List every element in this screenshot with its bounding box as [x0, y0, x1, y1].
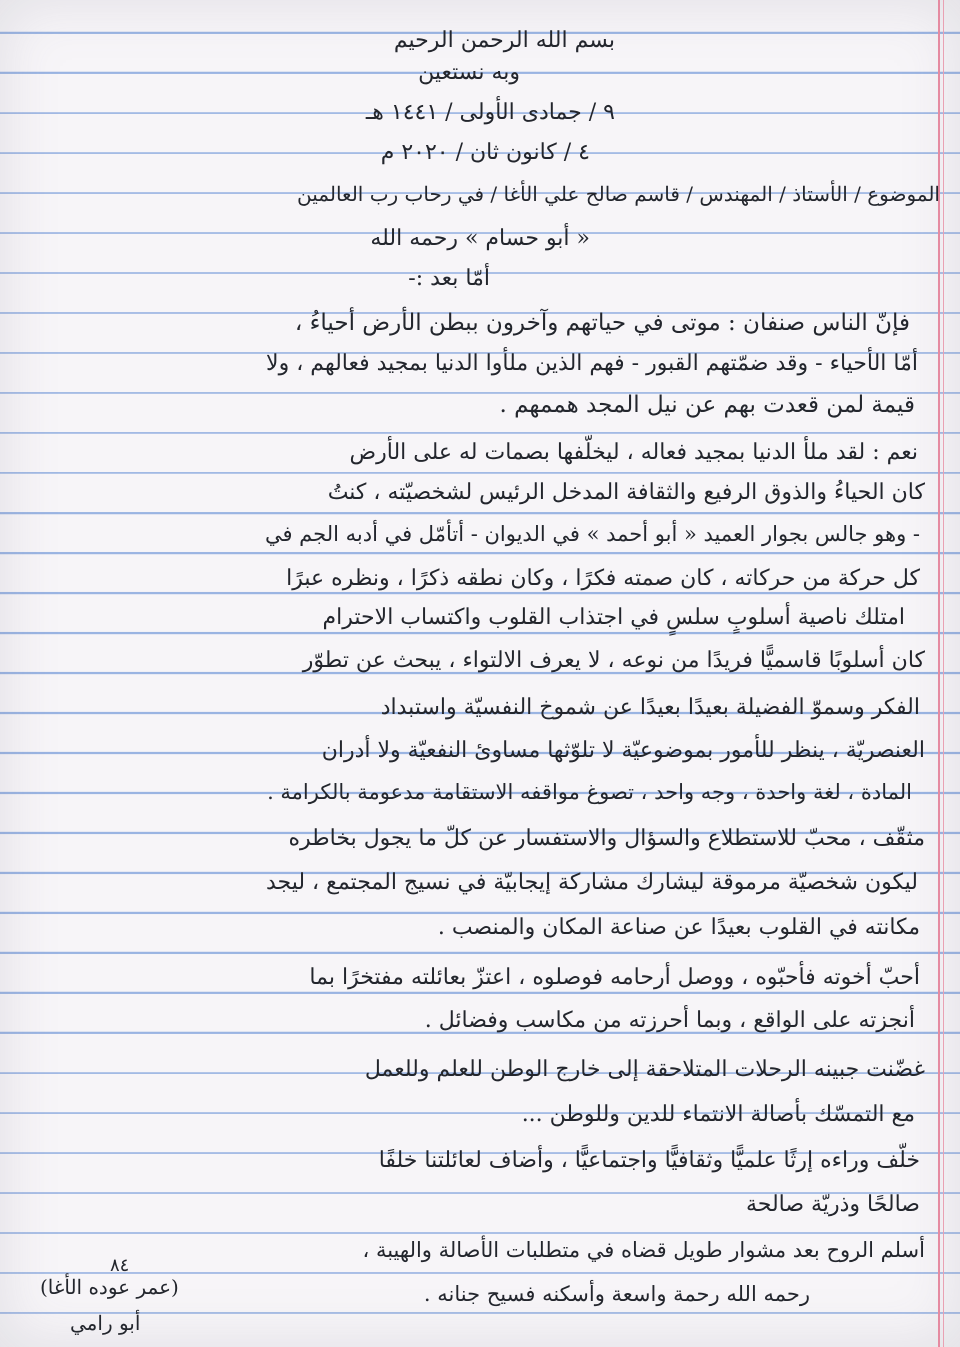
- body-line: رحمه الله رحمة واسعة وأسكنه فسيح جنانه .: [423, 1282, 810, 1306]
- body-line: مكانته في القلوب بعيدًا عن صناعة المكان والمنصب .: [437, 915, 920, 940]
- signature-name: (عمر عوده الأغا): [40, 1275, 179, 1299]
- body-line: مثقّف ، محبّ للاستطلاع والسؤال والاستفسار عن كلّ ما يجول بخاطره: [288, 826, 925, 851]
- body-line: كان أسلوبًا قاسميًّا فريدًا من نوعه ، لا يعرف الالتواء ، يبحث عن تطوّر: [302, 648, 925, 673]
- basmala: بسم الله الرحمن الرحيم: [393, 28, 615, 53]
- kunya-line: « أبو حسام » رحمه الله: [370, 226, 590, 251]
- body-line: فإنّ الناس صنفان : موتى في حياتهم وآخرون ببطن الأرض أحياءُ ،: [294, 310, 910, 336]
- body-line: الفكر وسموّ الفضيلة بعيدًا بعيدًا عن شموخ النفسيّة واستبداد: [380, 695, 920, 720]
- signature-block: [30, 1255, 179, 1345]
- body-line: أمّا الأحياء - وقد ضمّتهم القبور - فهم الذين ملأوا الدنيا بمجيد فعالهم ، ولا: [266, 351, 918, 376]
- body-line: قيمة لمن قعدت بهم عن نيل المجد هممهم .: [499, 392, 915, 418]
- opening-phrase: أمّا بعد :-: [408, 266, 490, 291]
- body-line: نعم : لقد ملأ الدنيا بمجيد فعاله ، ليخلّفها بصمات له على الأرض: [349, 440, 918, 465]
- margin-line-secondary: [943, 0, 944, 1347]
- body-line: غضّنت جبينه الرحلات المتلاحقة إلى خارج الوطن للعلم وللعمل: [364, 1057, 925, 1082]
- signature-number: ٨٤: [110, 1255, 130, 1276]
- hijri-date: ٩ / جمادى الأولى / ١٤٤١ هـ: [365, 100, 615, 125]
- body-line: صالحًا وذريّة صالحة: [745, 1192, 920, 1217]
- signature-kunya: أبو رامي: [70, 1311, 141, 1335]
- body-line: المادة ، لغة واحدة ، وجه واحد ، تصوغ مواقفه الاستقامة مدعومة بالكرامة .: [267, 780, 912, 804]
- body-line: أسلم الروح بعد مشوار طويل قضاه في متطلبات الأصالة والهيبة ،: [362, 1238, 925, 1262]
- body-line: - وهو جالس بجوار العميد « أبو أحمد » في الديوان - أتأمّل في أدبه الجم في: [264, 522, 920, 546]
- body-line: أنجزته على الواقع ، وبما أحرزته من مكاسب وفضائل .: [424, 1008, 915, 1033]
- body-line: كل حركة من حركاته ، كان صمته فكرًا ، وكان نطقه ذكرًا ، ونظره عبرًا: [286, 566, 920, 591]
- body-line: خلّف وراءه إرثًا علميًّا وثقافيًّا واجتماعيًّا ، وأضاف لعائلتنا خلفًا: [378, 1148, 920, 1173]
- gregorian-date: ٤ / كانون ثان / ٢٠٢٠ م: [380, 140, 590, 165]
- body-line: ليكون شخصيّة مرموقة ليشارك مشاركة إيجابيّة في نسيج المجتمع ، ليجد: [265, 870, 918, 895]
- body-line: مع التمسّك بأصالة الانتماء للدين وللوطن ...: [521, 1102, 915, 1127]
- subject-line: الموضوع / الأستاذ / المهندس / قاسم صالح علي الأغا / في رحاب رب العالمين: [297, 182, 940, 206]
- body-line: العنصريّة ، ينظر للأمور بموضوعيّة لا تلوّثها مساوئ النفعيّة ولا أدران: [321, 738, 925, 763]
- body-line: كان الحياءُ والذوق الرفيع والثقافة المدخل الرئيس لشخصيّته ، كنتُ: [327, 480, 925, 505]
- invocation: وبه نستعين: [418, 60, 520, 85]
- body-line: أحبّ أخوته فأحبّوه ، ووصل أرحامه فوصلوه ، اعتزّ بعائلته مفتخرًا بما: [309, 965, 920, 990]
- body-line: امتلك ناصية أسلوبٍ سلسٍ في اجتذاب القلوب واكتساب الاحترام: [322, 605, 905, 630]
